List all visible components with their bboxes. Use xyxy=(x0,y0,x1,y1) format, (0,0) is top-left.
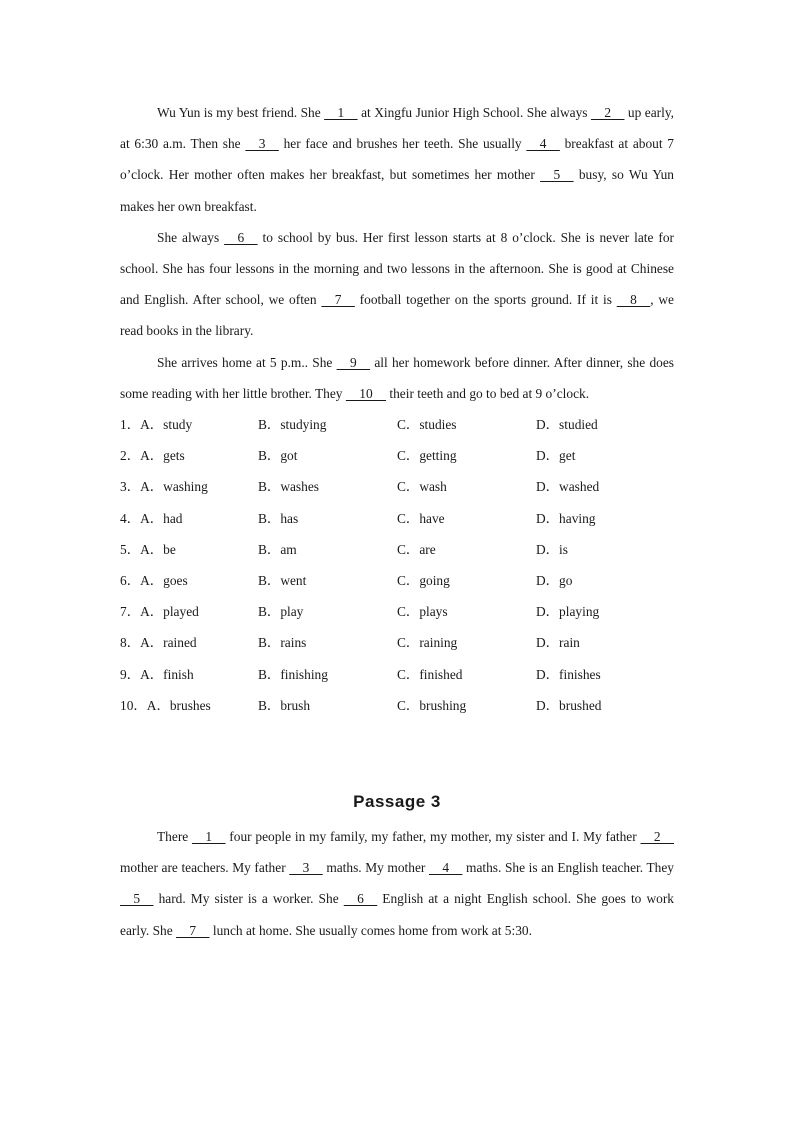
option-row xyxy=(120,440,674,471)
paragraph-text: lunch at home. She usually comes home from work at 5:30. xyxy=(209,922,532,938)
option-choice-b: B．finishing xyxy=(258,666,328,682)
blank-7: 7 xyxy=(176,922,210,938)
option-choice-c: C．wash xyxy=(397,479,447,495)
blank-3: 3 xyxy=(289,860,323,876)
paragraph-text: maths. She is an English teacher. They xyxy=(462,860,674,876)
option-choice-a: 4．A．had xyxy=(120,510,183,526)
option-choice-c: C．going xyxy=(397,572,450,588)
option-row xyxy=(120,690,674,721)
option-row xyxy=(120,565,674,596)
option-choice-d: D．rain xyxy=(536,635,580,651)
paragraph-text: English at a night English school. She goes to work early. She xyxy=(120,891,674,938)
option-row xyxy=(120,659,674,690)
paragraph-text: all her homework before dinner. After dinner, she does some reading with her little brother. They xyxy=(120,354,674,401)
option-choice-b: B．has xyxy=(258,510,299,526)
option-choice-d: D．playing xyxy=(536,604,600,620)
blank-9: 9 xyxy=(336,354,371,370)
paragraph-text: four people in my family, my father, my mother, my sister and I. My father xyxy=(225,828,641,844)
option-row xyxy=(120,534,674,565)
option-choice-a: 3．A．washing xyxy=(120,479,208,495)
option-choice-b: B．play xyxy=(258,604,304,620)
option-choice-a: 7．A．played xyxy=(120,604,199,620)
option-choice-d: D．brushed xyxy=(536,697,602,713)
option-choice-c: C．getting xyxy=(397,448,457,464)
blank-1: 1 xyxy=(324,105,358,120)
option-choice-d: D．is xyxy=(536,541,568,557)
option-choice-d: D．get xyxy=(536,448,576,464)
option-choice-b: B．got xyxy=(258,448,298,464)
option-choice-c: C．are xyxy=(397,541,436,557)
blank-3: 3 xyxy=(245,136,279,152)
option-choice-a: 6．A．goes xyxy=(120,572,188,588)
option-choice-c: C．brushing xyxy=(397,697,467,713)
paragraph-text: up early, at 6:30 a.m. Then she xyxy=(120,105,675,152)
option-choice-c: C．finished xyxy=(397,666,463,682)
paragraph-text: to school by bus. Her first lesson starts at 8 o’clock. She is never late for school. She has four lessons in the morning and two lessons in the afternoon. She is good at Chinese and English. After school, we often xyxy=(120,229,675,308)
blank-10: 10 xyxy=(345,385,387,401)
blank-6: 6 xyxy=(343,891,378,907)
option-choice-c: C．plays xyxy=(397,604,448,620)
option-choice-b: B．studying xyxy=(258,417,327,433)
passage2-paragraph-3 xyxy=(120,347,674,409)
paragraph-text: their teeth and go to bed at 9 o’clock. xyxy=(386,385,590,401)
option-choice-a: 9．A．finish xyxy=(120,666,194,682)
option-choice-a: 2．A．gets xyxy=(120,448,185,464)
option-choice-b: B．am xyxy=(258,541,297,557)
passage2-paragraph-2 xyxy=(120,222,674,347)
option-row xyxy=(120,409,674,440)
blank-2: 2 xyxy=(590,105,625,120)
blank-5: 5 xyxy=(120,891,154,907)
blank-1: 1 xyxy=(192,828,226,844)
paragraph-text: mother are teachers. My father xyxy=(120,860,290,876)
option-row xyxy=(120,627,674,658)
paragraph-text: hard. My sister is a worker. She xyxy=(153,891,344,907)
passage3-title: Passage 3 xyxy=(353,791,441,811)
paragraph-text: football together on the sports ground. If it is xyxy=(354,292,617,308)
option-choice-a: 1．A．study xyxy=(120,417,193,433)
paragraph-text: maths. My mother xyxy=(322,860,429,876)
option-choice-b: B．brush xyxy=(258,697,311,713)
blank-4: 4 xyxy=(526,136,560,152)
passage3-paragraph-1 xyxy=(120,821,674,946)
option-choice-a: 10．A．brushes xyxy=(120,697,211,713)
option-choice-a: 8．A．rained xyxy=(120,635,197,651)
paragraph-text: Wu Yun is my best friend. She xyxy=(157,105,325,120)
paragraph-text: There xyxy=(157,828,193,844)
document-page xyxy=(120,97,674,946)
option-choice-d: D．washed xyxy=(536,479,600,495)
option-choice-c: C．have xyxy=(397,510,445,526)
paragraph-text: She always xyxy=(157,229,225,245)
option-choice-b: B．rains xyxy=(258,635,307,651)
option-choice-c: C．raining xyxy=(397,635,458,651)
answer-options xyxy=(120,409,674,721)
option-choice-a: 5．A．be xyxy=(120,541,176,557)
paragraph-text: her face and brushes her teeth. She usually xyxy=(278,136,527,152)
option-choice-c: C．studies xyxy=(397,417,457,433)
option-row xyxy=(120,596,674,627)
blank-2: 2 xyxy=(640,828,674,844)
blank-7: 7 xyxy=(321,292,355,308)
paragraph-text: at Xingfu Junior High School. She always xyxy=(357,105,591,120)
paragraph-text: breakfast at about 7 o’clock. Her mother often makes her breakfast, but sometimes her mother xyxy=(120,136,674,183)
option-row xyxy=(120,503,674,534)
blank-6: 6 xyxy=(224,229,258,245)
option-choice-d: D．finishes xyxy=(536,666,601,682)
option-choice-b: B．washes xyxy=(258,479,319,495)
paragraph-text: She arrives home at 5 p.m.. She xyxy=(157,354,337,370)
option-choice-d: D．studied xyxy=(536,417,598,433)
paragraph-text: busy, so Wu Yun makes her own breakfast. xyxy=(120,167,674,214)
option-choice-d: D．go xyxy=(536,572,573,588)
blank-5: 5 xyxy=(540,167,574,183)
option-row xyxy=(120,471,674,502)
option-choice-d: D．having xyxy=(536,510,596,526)
paragraph-text: , we read books in the library. xyxy=(120,292,674,339)
option-choice-b: B．went xyxy=(258,572,307,588)
blank-8: 8 xyxy=(616,292,651,308)
blank-4: 4 xyxy=(428,860,463,876)
passage2-paragraph-1 xyxy=(120,97,674,222)
